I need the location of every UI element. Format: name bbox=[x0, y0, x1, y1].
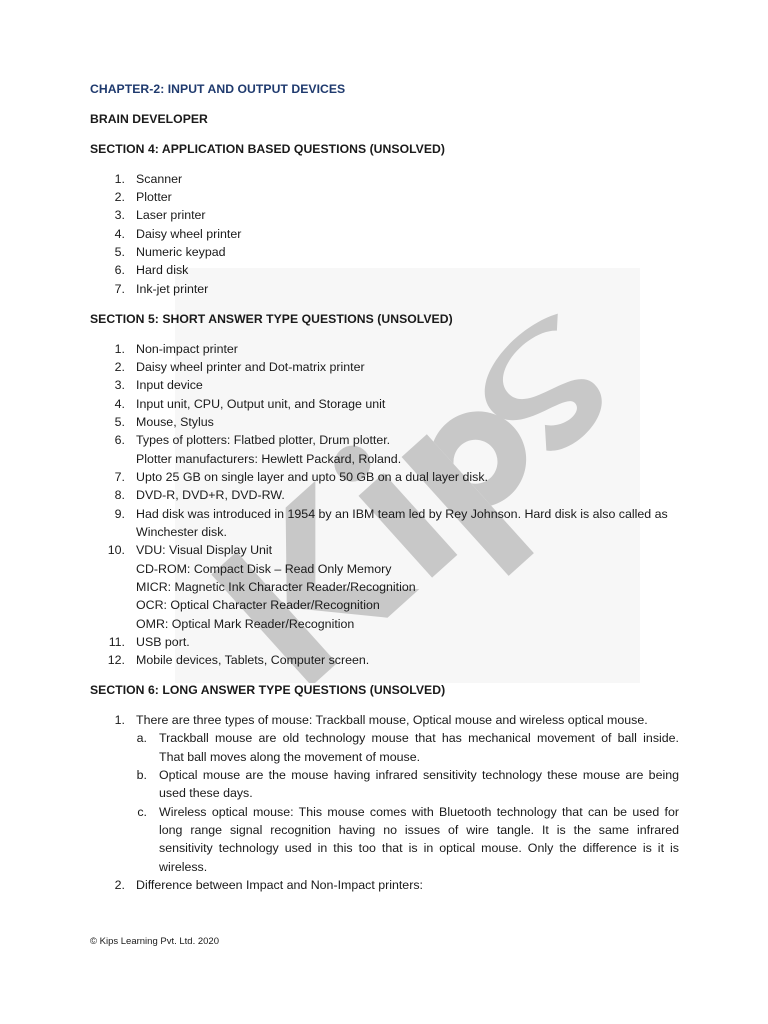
sub-list-item-text: Wireless optical mouse: This mouse comes with Bluetooth technology that can be used for bbox=[159, 805, 679, 819]
list-item-text: Plotter manufacturers: Hewlett Packard, Roland. bbox=[136, 452, 402, 466]
list-item-text: Daisy wheel printer bbox=[136, 227, 242, 241]
list-item-number: 11. bbox=[108, 635, 125, 649]
sub-list-item-text: Optical mouse are the mouse having infrared sensitivity technology these mouse are being bbox=[159, 768, 679, 782]
list-item-text: VDU: Visual Display Unit bbox=[136, 543, 273, 557]
list-item-text: Mobile devices, Tablets, Computer screen. bbox=[136, 653, 370, 667]
list-item-text: There are three types of mouse: Trackball mouse, Optical mouse and wireless optical mouse. bbox=[136, 713, 648, 727]
list-item-number: 6. bbox=[114, 263, 125, 277]
list-item-number: 7. bbox=[114, 282, 125, 296]
list-item-text: Plotter bbox=[136, 190, 172, 204]
list-item-text: Winchester disk. bbox=[136, 525, 227, 539]
list-item-number: 8. bbox=[114, 488, 125, 502]
list-item-text: Input device bbox=[136, 378, 203, 392]
sub-list-item-letter: b. bbox=[136, 768, 147, 782]
section-6-title: SECTION 6: LONG ANSWER TYPE QUESTIONS (UNSOLVED) bbox=[90, 683, 446, 697]
list-item-text: Hard disk bbox=[136, 263, 189, 277]
list-item-number: 1. bbox=[114, 342, 125, 356]
list-item-text: Daisy wheel printer and Dot-matrix printer bbox=[136, 360, 365, 374]
sub-list-item-text: That ball moves along the movement of mouse. bbox=[159, 750, 421, 764]
copyright-footer: © Kips Learning Pvt. Ltd. 2020 bbox=[90, 936, 219, 947]
brain-developer-heading: BRAIN DEVELOPER bbox=[90, 112, 208, 126]
list-item-text: MICR: Magnetic Ink Character Reader/Recognition bbox=[136, 580, 416, 594]
list-item-number: 2. bbox=[114, 190, 125, 204]
chapter-title: CHAPTER-2: INPUT AND OUTPUT DEVICES bbox=[90, 82, 346, 96]
list-item-text: Input unit, CPU, Output unit, and Storage unit bbox=[136, 397, 386, 411]
list-item-text: Non-impact printer bbox=[136, 342, 238, 356]
list-item-text: CD-ROM: Compact Disk – Read Only Memory bbox=[136, 562, 392, 576]
list-item-text: Mouse, Stylus bbox=[136, 415, 214, 429]
section-4-title: SECTION 4: APPLICATION BASED QUESTIONS (UNSOLVED) bbox=[90, 142, 446, 156]
sub-list-item-letter: c. bbox=[137, 805, 147, 819]
list-item-number: 9. bbox=[114, 507, 125, 521]
list-item-number: 2. bbox=[114, 360, 125, 374]
list-item-text: Numeric keypad bbox=[136, 245, 226, 259]
list-item-text: Had disk was introduced in 1954 by an IBM team led by Rey Johnson. Hard disk is also called as bbox=[136, 507, 668, 521]
list-item-number: 4. bbox=[114, 227, 125, 241]
list-item-text: Ink-jet printer bbox=[136, 282, 209, 296]
sub-list-item-text: wireless. bbox=[159, 860, 208, 874]
list-item-number: 5. bbox=[114, 415, 125, 429]
list-item-number: 1. bbox=[114, 172, 125, 186]
list-item-number: 6. bbox=[114, 433, 125, 447]
list-item-text: USB port. bbox=[136, 635, 190, 649]
list-item-number: 2. bbox=[114, 878, 125, 892]
list-item-text: Laser printer bbox=[136, 208, 206, 222]
section-5-title: SECTION 5: SHORT ANSWER TYPE QUESTIONS (UNSOLVED) bbox=[90, 312, 453, 326]
sub-list-item-text: long range signal recognition having no issues of wire tangle. It is the same infrared bbox=[159, 823, 679, 837]
list-item-number: 10. bbox=[107, 543, 125, 557]
list-item-number: 4. bbox=[114, 397, 125, 411]
list-item-text: DVD-R, DVD+R, DVD-RW. bbox=[136, 488, 285, 502]
sub-list-item-letter: a. bbox=[136, 731, 147, 745]
list-item-number: 7. bbox=[114, 470, 125, 484]
list-item-text: Scanner bbox=[136, 172, 183, 186]
list-item-number: 12. bbox=[107, 653, 125, 667]
list-item-text: OMR: Optical Mark Reader/Recognition bbox=[136, 617, 355, 631]
list-item-text: Types of plotters: Flatbed plotter, Drum plotter. bbox=[136, 433, 391, 447]
list-item-text: Upto 25 GB on single layer and upto 50 GB on a dual layer disk. bbox=[136, 470, 488, 484]
list-item-number: 5. bbox=[114, 245, 125, 259]
sub-list-item-text: used these days. bbox=[159, 786, 253, 800]
list-item-number: 3. bbox=[114, 208, 125, 222]
sub-list-item-text: Trackball mouse are old technology mouse that has mechanical movement of ball inside. bbox=[159, 731, 679, 745]
list-item-number: 3. bbox=[114, 378, 125, 392]
list-item-number: 1. bbox=[114, 713, 125, 727]
list-item-text: OCR: Optical Character Reader/Recognition bbox=[136, 598, 380, 612]
sub-list-item-text: sensitivity technology used in this too that is in optical mouse. Only the difference is it is bbox=[159, 841, 679, 855]
list-item-text: Difference between Impact and Non-Impact printers: bbox=[136, 878, 423, 892]
